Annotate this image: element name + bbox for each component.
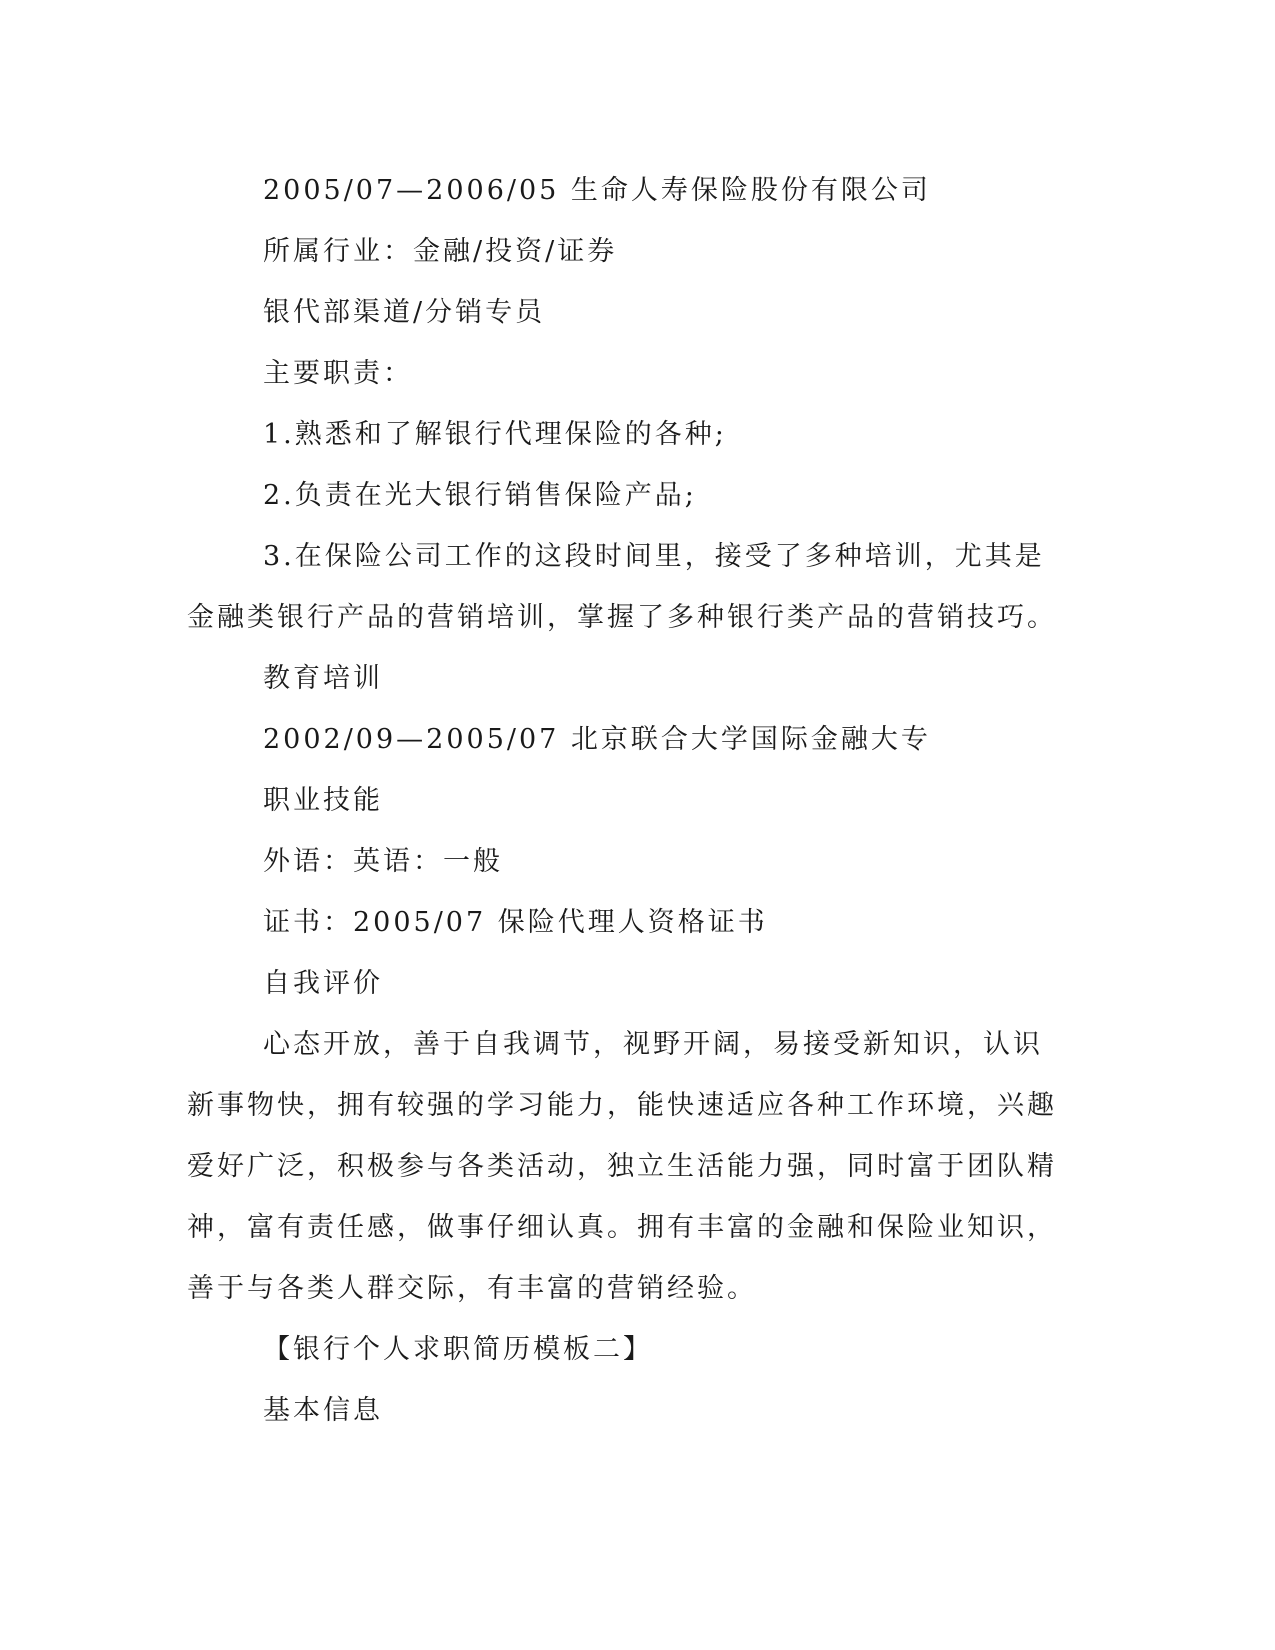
certificate-line: 证书：2005/07 保险代理人资格证书 — [263, 907, 768, 938]
template-two-title: 【银行个人求职简历模板二】 — [263, 1334, 653, 1365]
responsibility-item-1: 1.熟悉和了解银行代理保险的各种; — [263, 419, 727, 450]
language-skill: 外语：英语：一般 — [263, 846, 503, 877]
skills-heading: 职业技能 — [263, 785, 383, 816]
responsibility-item-3: 3.在保险公司工作的这段时间里，接受了多种培训，尤其是金融类银行产品的营销培训，掌握了多种银行类产品的营销技巧。 — [187, 541, 1057, 633]
document-body — [187, 160, 1072, 1441]
education-heading: 教育培训 — [263, 663, 383, 694]
job-title-line: 银代部渠道/分销专员 — [263, 297, 546, 328]
education-entry: 2002/09—2005/07 北京联合大学国际金融大专 — [263, 724, 931, 755]
self-evaluation-heading: 自我评价 — [263, 968, 383, 999]
basic-info-heading: 基本信息 — [263, 1395, 383, 1426]
industry-line: 所属行业：金融/投资/证券 — [263, 236, 618, 267]
self-evaluation-text: 心态开放，善于自我调节，视野开阔，易接受新知识，认识新事物快，拥有较强的学习能力，能快速适应各种工作环境，兴趣爱好广泛，积极参与各类活动，独立生活能力强，同时富于团队精神，富有责任感，做事仔细认真。拥有丰富的金融和保险业知识，善于与各类人群交际，有丰富的营销经验。 — [187, 1029, 1057, 1304]
responsibility-item-2: 2.负责在光大银行销售保险产品; — [263, 480, 697, 511]
work-period-company: 2005/07—2006/05 生命人寿保险股份有限公司 — [263, 175, 931, 206]
responsibilities-heading: 主要职责： — [263, 358, 413, 389]
